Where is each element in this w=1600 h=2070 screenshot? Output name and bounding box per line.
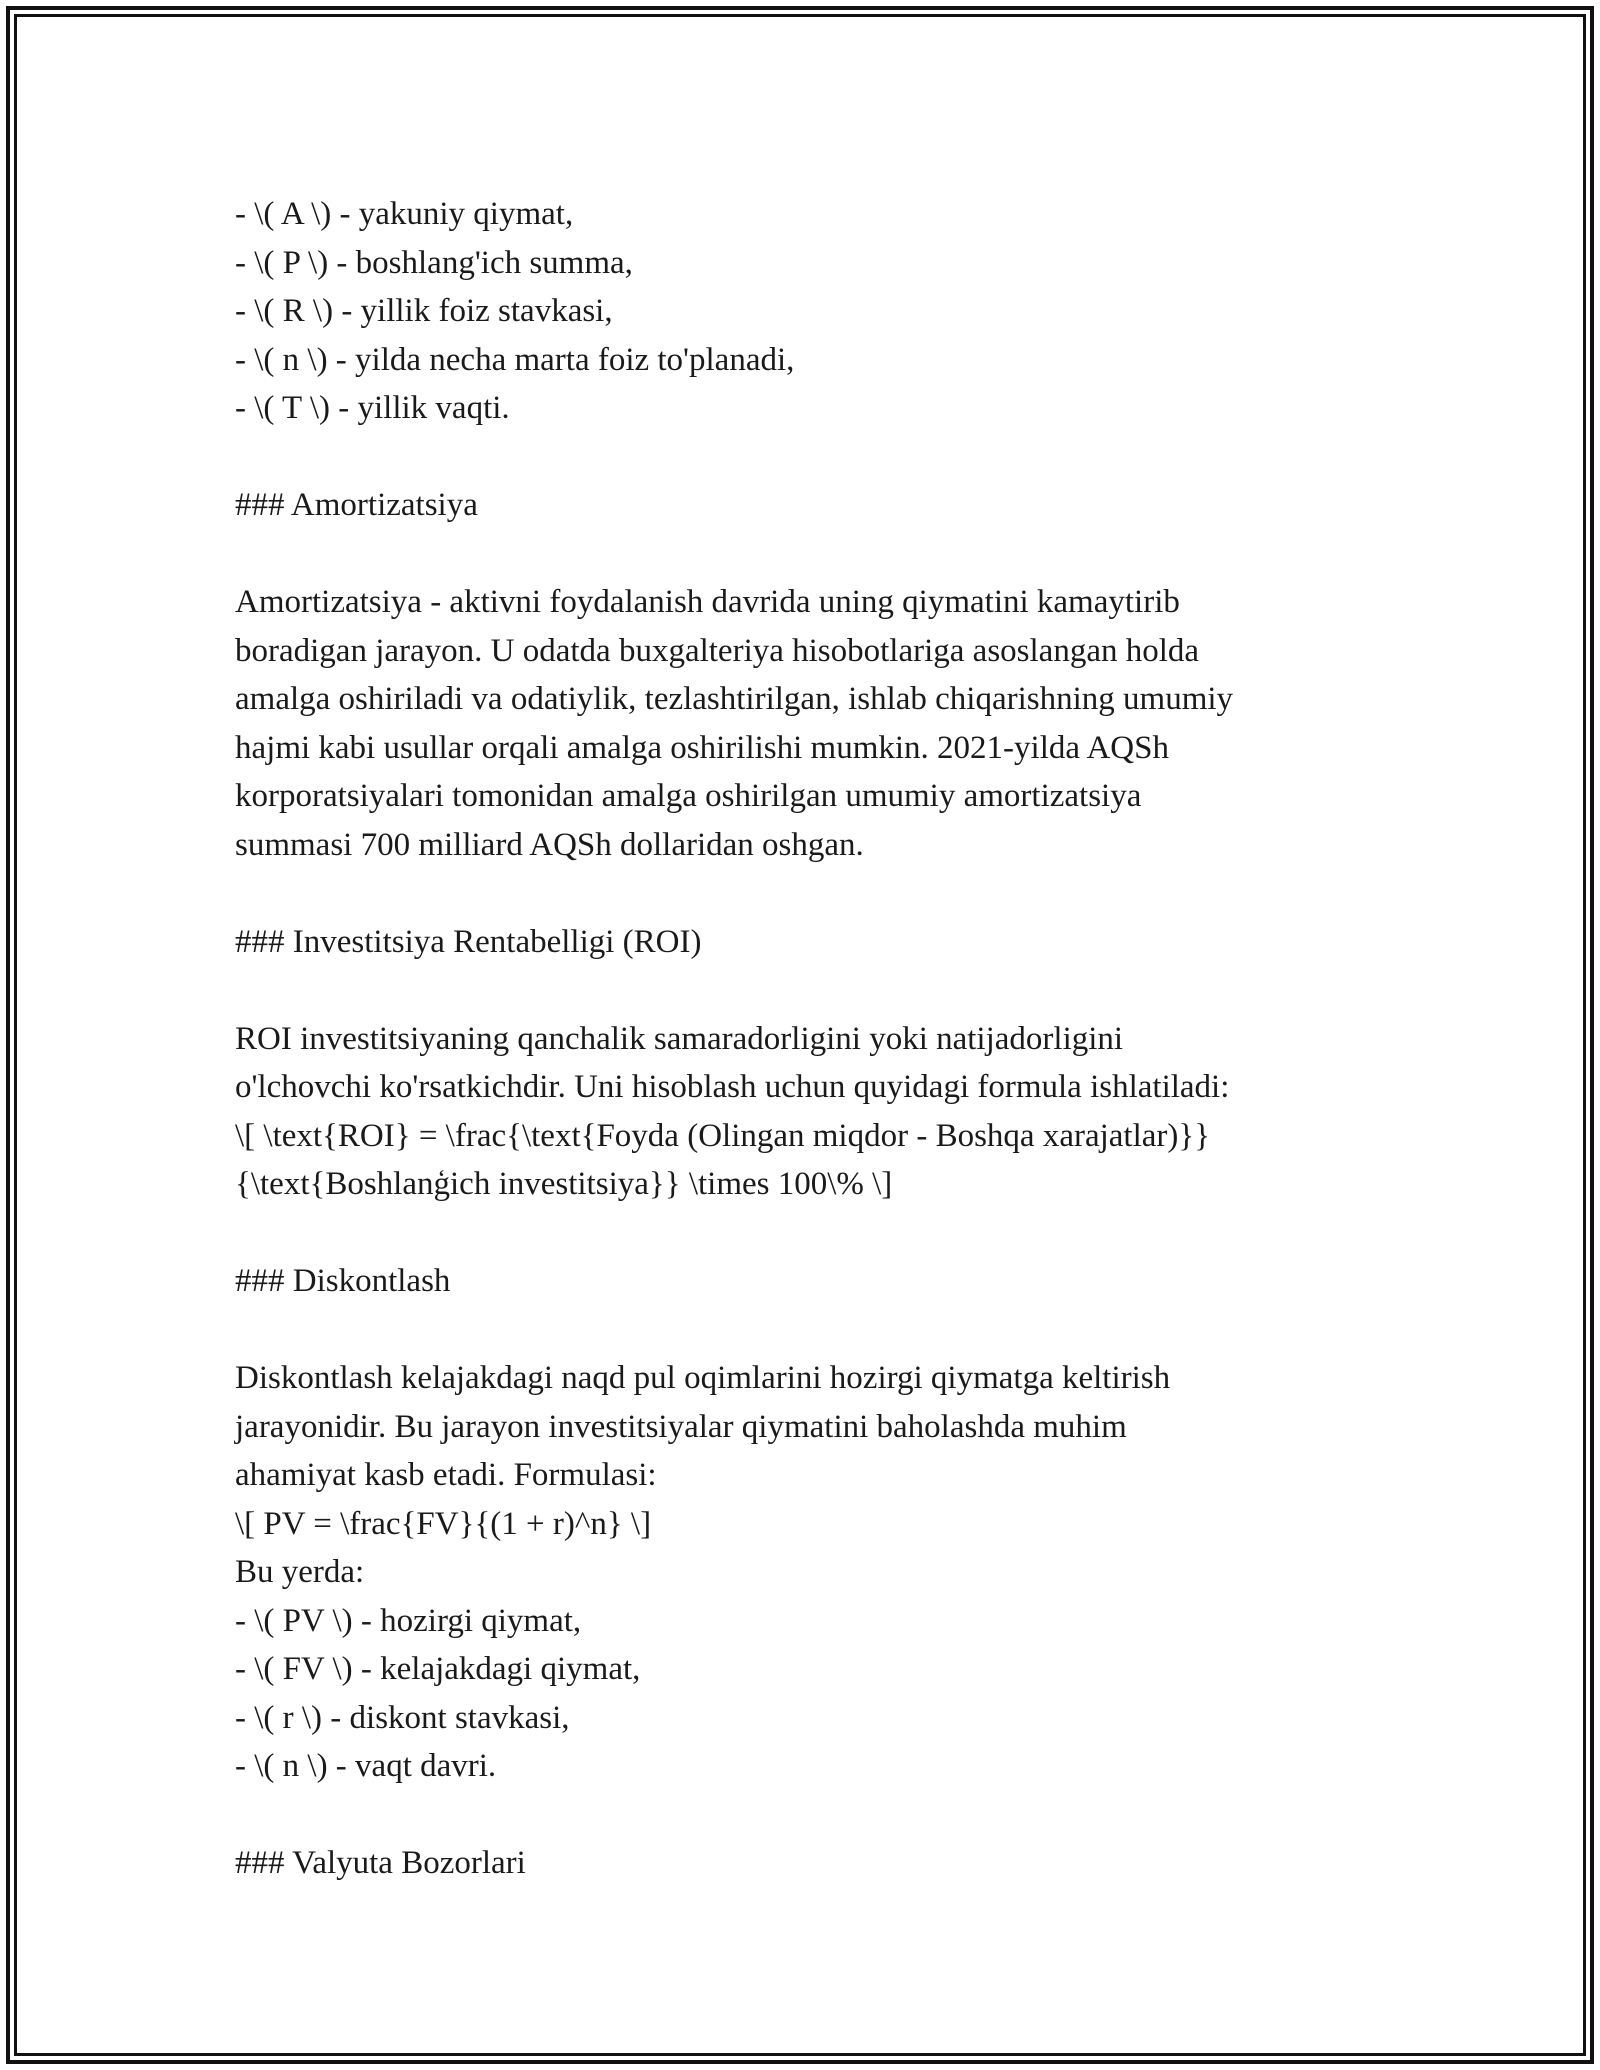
- list-item: - \( r \) - diskont stavkasi,: [235, 1699, 570, 1736]
- section-heading-amortization: ### Amortizatsiya: [235, 487, 478, 523]
- paragraph-line: ahamiyat kasb etadi. Formulasi:: [235, 1457, 657, 1493]
- list-item: - \( P \) - boshlang'ich summa,: [235, 244, 633, 281]
- paragraph-line: jarayonidir. Bu jarayon investitsiyalar qiymatini baholashda muhim: [235, 1408, 1127, 1445]
- list-item: - \( n \) - yilda necha marta foiz to'planadi,: [235, 341, 795, 378]
- section-heading-discount: ### Diskontlash: [235, 1263, 451, 1299]
- list-item: - \( n \) - vaqt davri.: [235, 1748, 497, 1784]
- blank-line: [235, 966, 1375, 1015]
- list-item: - \( PV \) - hozirgi qiymat,: [235, 1602, 582, 1639]
- discount-paragraph: [235, 1354, 1375, 1791]
- blank-line: [235, 869, 1375, 918]
- list-item: - \( T \) - yillik vaqti.: [235, 390, 510, 426]
- blank-line: [235, 1306, 1375, 1355]
- section-heading-currency: ### Valyuta Bozorlari: [235, 1845, 526, 1881]
- compound-variables-list: [235, 190, 1375, 433]
- paragraph-line: Amortizatsiya - aktivni foydalanish davrida uning qiymatini kamaytirib: [235, 584, 1180, 620]
- section-heading-roi: ### Investitsiya Rentabelligi (ROI): [235, 923, 702, 960]
- paragraph-line: o'lchovchi ko'rsatkichdir. Uni hisoblash uchun quyidagi formula ishlatiladi:: [235, 1069, 1230, 1105]
- list-item: - \( FV \) - kelajakdagi qiymat,: [235, 1651, 641, 1687]
- document-body: [235, 190, 1375, 1888]
- paragraph-line: hajmi kabi usullar orqali amalga oshirilishi mumkin. 2021-yilda AQSh: [235, 729, 1169, 766]
- amortization-paragraph: [235, 578, 1375, 869]
- paragraph-line: summasi 700 milliard AQSh dollaridan oshgan.: [235, 826, 864, 863]
- roi-paragraph: [235, 1015, 1375, 1209]
- paragraph-line: ROI investitsiyaning qanchalik samaradorligini yoki natijadorligini: [235, 1020, 1124, 1057]
- list-item: - \( R \) - yillik foiz stavkasi,: [235, 293, 613, 329]
- paragraph-line: amalga oshiriladi va odatiylik, tezlashtirilgan, ishlab chiqarishning umumiy: [235, 681, 1234, 717]
- formula-line: {\text{Boshlanģich investitsiya}} \times 100\% \]: [235, 1166, 893, 1202]
- paragraph-line: korporatsiyalari tomonidan amalga oshirilgan umumiy amortizatsiya: [235, 778, 1142, 814]
- formula-line: \[ PV = \frac{FV}{(1 + r)^n} \]: [235, 1505, 652, 1542]
- paragraph-line: boradigan jarayon. U odatda buxgalteriya hisobotlariga asoslangan holda: [235, 632, 1200, 669]
- blank-line: [235, 433, 1375, 482]
- blank-line: [235, 530, 1375, 579]
- list-item: - \( A \) - yakuniy qiymat,: [235, 196, 574, 232]
- formula-line: \[ \text{ROI} = \frac{\text{Foyda (Olingan miqdor - Boshqa xarajatlar)}}: [235, 1117, 1211, 1154]
- blank-line: [235, 1209, 1375, 1258]
- paragraph-line: Diskontlash kelajakdagi naqd pul oqimlarini hozirgi qiymatga keltirish: [235, 1360, 1171, 1396]
- blank-line: [235, 1791, 1375, 1840]
- paragraph-line: Bu yerda:: [235, 1554, 365, 1590]
